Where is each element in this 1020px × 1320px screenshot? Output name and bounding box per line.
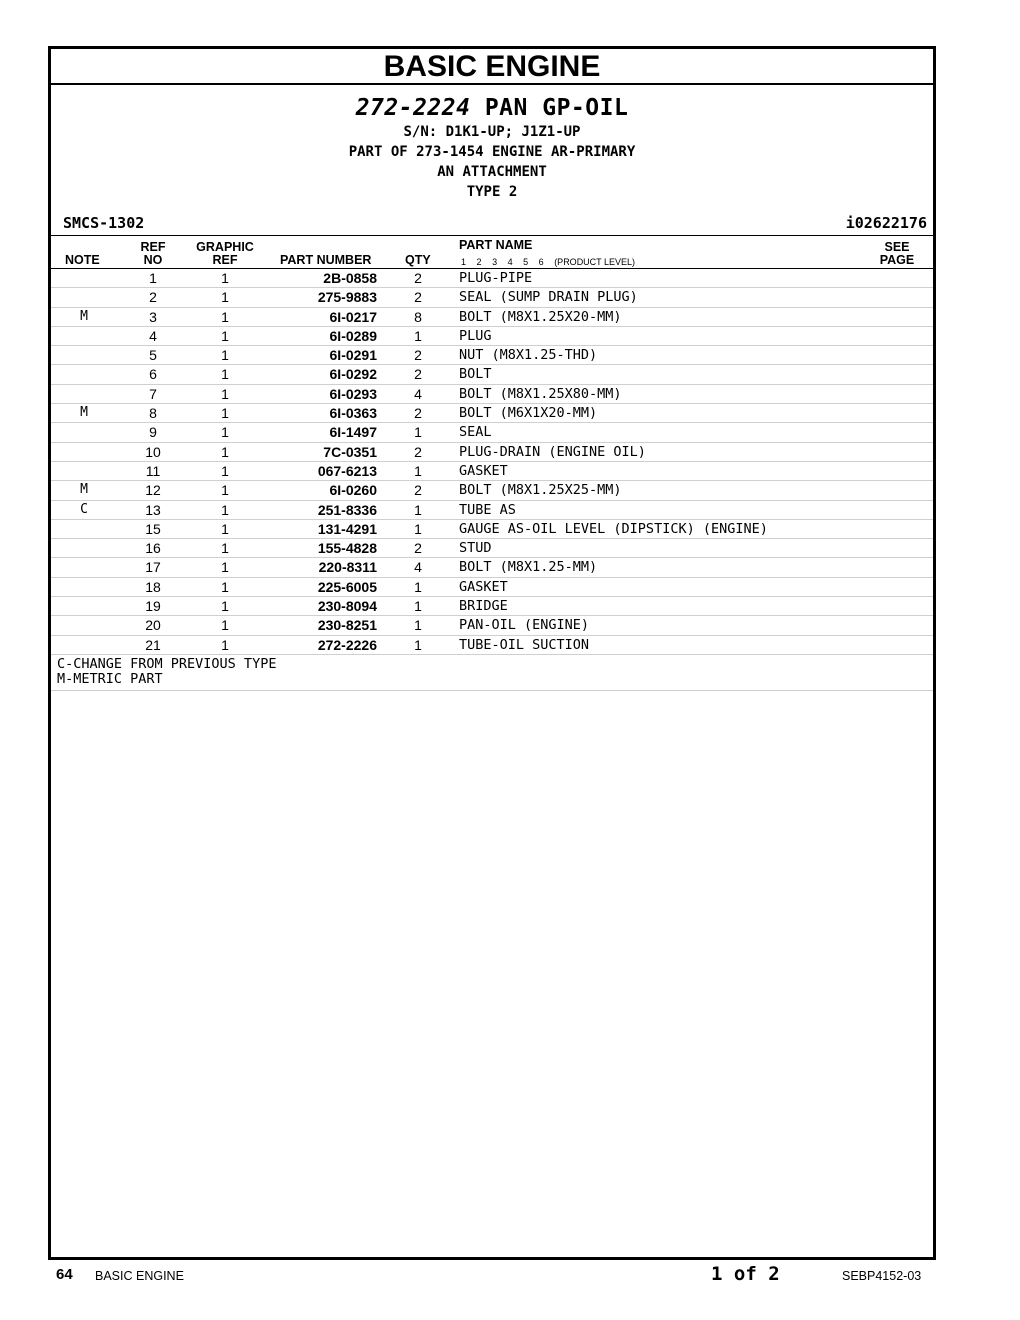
cell-graphic-ref: 1 [221, 289, 229, 306]
group-title [51, 85, 933, 122]
footer-section: BASIC ENGINE [95, 1269, 184, 1283]
cell-ref-no: 3 [149, 308, 157, 325]
cell-ref-no: 5 [149, 347, 157, 364]
cell-qty: 1 [414, 636, 422, 653]
cell-note: M [80, 482, 88, 498]
cell-part-number: 6I-0289 [329, 327, 377, 344]
table-row [51, 423, 933, 442]
cell-part-number: 6I-0293 [329, 385, 377, 402]
cell-note: C [80, 501, 88, 517]
group-header [51, 85, 933, 236]
cell-part-name: SEAL (SUMP DRAIN PLUG) [459, 289, 638, 306]
table-row [51, 327, 933, 346]
cell-graphic-ref: 1 [221, 540, 229, 557]
cell-ref-no: 21 [145, 636, 161, 653]
attachment-line: AN ATTACHMENT [437, 164, 547, 180]
cell-part-name: GASKET [459, 462, 508, 479]
cell-part-number: 131-4291 [317, 520, 377, 537]
cell-ref-no: 1 [149, 270, 157, 286]
level-6: 6 [538, 257, 544, 267]
col-ref-no [135, 241, 171, 267]
table-row [51, 443, 933, 462]
type-line: TYPE 2 [466, 184, 518, 200]
cell-part-name: BOLT (M6X1X20-MM) [459, 405, 598, 422]
illustration-id: i02622176 [845, 214, 927, 232]
cell-graphic-ref: 1 [221, 559, 229, 576]
cell-part-name: BOLT (M8X1.25X80-MM) [459, 385, 622, 402]
cell-part-number: 220-8311 [318, 559, 377, 576]
cell-ref-no: 19 [145, 598, 161, 615]
cell-part-name: PLUG-DRAIN (ENGINE OIL) [459, 443, 646, 460]
product-level-label: (PRODUCT LEVEL) [554, 257, 636, 267]
table-row [51, 501, 933, 520]
cell-qty: 8 [414, 308, 422, 325]
cell-part-name: SEAL [459, 424, 492, 441]
table-row [51, 288, 933, 307]
cell-ref-no: 13 [145, 501, 161, 518]
part-of-line: PART OF 273-1454 ENGINE AR-PRIMARY [348, 144, 636, 160]
cell-ref-no: 4 [149, 327, 157, 344]
cell-graphic-ref: 1 [221, 462, 229, 479]
col-see-bottom: PAGE [879, 253, 915, 267]
cell-graphic-ref: 1 [221, 385, 229, 402]
table-row [51, 308, 933, 327]
group-name: PAN GP-OIL [484, 95, 629, 121]
cell-qty: 1 [414, 501, 422, 518]
table-row [51, 481, 933, 500]
note-change: C-CHANGE FROM PREVIOUS TYPE [57, 655, 277, 672]
cell-qty: 2 [414, 270, 422, 286]
cell-part-number: 6I-1497 [329, 424, 377, 441]
page-of: 1 of 2 [711, 1263, 780, 1285]
cell-ref-no: 6 [149, 366, 157, 383]
level-2: 2 [476, 257, 482, 267]
cell-part-number: 225-6005 [317, 578, 377, 595]
level-1: 1 [461, 257, 467, 267]
table-row [51, 520, 933, 539]
col-ref-bottom: NO [143, 253, 163, 267]
col-ref-top: REF [140, 240, 166, 254]
document-id: SEBP4152-03 [842, 1269, 922, 1283]
notes-legend [51, 655, 933, 691]
cell-graphic-ref: 1 [221, 636, 229, 653]
cell-graphic-ref: 1 [221, 501, 229, 518]
cell-part-number: 7C-0351 [323, 443, 377, 460]
cell-part-name: STUD [459, 540, 492, 557]
note-metric: M-METRIC PART [57, 670, 163, 687]
cell-part-name: TUBE AS [459, 501, 516, 518]
cell-graphic-ref: 1 [221, 405, 229, 422]
page-number: 64 [56, 1266, 73, 1283]
cell-graphic-ref: 1 [221, 617, 229, 634]
cell-qty: 2 [414, 482, 422, 499]
cell-qty: 1 [414, 327, 422, 344]
cell-qty: 2 [414, 366, 422, 383]
cell-graphic-ref: 1 [221, 366, 229, 383]
level-3: 3 [492, 257, 498, 267]
section-title: BASIC ENGINE [51, 49, 933, 85]
cell-qty: 1 [414, 578, 422, 595]
cell-part-name: PLUG [459, 327, 492, 344]
cell-part-name: BOLT (M8X1.25-MM) [459, 559, 598, 576]
cell-ref-no: 17 [145, 559, 161, 576]
table-row [51, 269, 933, 288]
cell-ref-no: 2 [149, 289, 157, 306]
col-part-number: PART NUMBER [280, 253, 372, 267]
col-graphic-ref [191, 241, 259, 267]
cell-ref-no: 10 [145, 443, 161, 460]
col-qty: QTY [405, 253, 431, 267]
table-row [51, 404, 933, 423]
table-row [51, 578, 933, 597]
cell-qty: 4 [414, 559, 422, 576]
cell-part-number: 230-8094 [317, 598, 377, 615]
cell-part-name: BOLT (M8X1.25X25-MM) [459, 482, 622, 499]
table-row [51, 365, 933, 384]
table-row [51, 462, 933, 481]
cell-part-name: NUT (M8X1.25-THD) [459, 347, 598, 364]
cell-part-number: 251-8336 [317, 501, 377, 518]
level-4: 4 [507, 257, 513, 267]
cell-qty: 2 [414, 289, 422, 306]
cell-qty: 1 [414, 617, 422, 634]
cell-part-number: 6I-0291 [329, 347, 377, 364]
cell-graphic-ref: 1 [221, 578, 229, 595]
cell-part-name: GAUGE AS-OIL LEVEL (DIPSTICK) (ENGINE) [459, 520, 768, 537]
cell-ref-no: 12 [145, 482, 161, 499]
cell-ref-no: 20 [145, 617, 161, 634]
cell-qty: 2 [414, 540, 422, 557]
level-5: 5 [523, 257, 529, 267]
cell-qty: 1 [414, 520, 422, 537]
cell-qty: 1 [414, 424, 422, 441]
cell-part-number: 6I-0292 [329, 366, 377, 383]
table-row [51, 558, 933, 577]
cell-part-name: PLUG-PIPE [459, 270, 533, 286]
cell-ref-no: 15 [145, 520, 161, 537]
cell-part-number: 275-9883 [317, 289, 377, 306]
cell-graphic-ref: 1 [221, 347, 229, 364]
cell-part-number: 230-8251 [317, 617, 377, 634]
cell-part-number: 155-4828 [317, 540, 377, 557]
cell-qty: 4 [414, 385, 422, 402]
table-row [51, 539, 933, 558]
cell-part-name: GASKET [459, 578, 508, 595]
cell-qty: 1 [414, 598, 422, 615]
cell-qty: 1 [414, 462, 422, 479]
serial-range: S/N: D1K1-UP; J1Z1-UP [403, 124, 581, 140]
cell-part-name: BRIDGE [459, 598, 508, 615]
cell-graphic-ref: 1 [221, 598, 229, 615]
col-graphic-bottom: REF [212, 253, 238, 267]
table-row [51, 385, 933, 404]
cell-ref-no: 8 [149, 405, 157, 422]
cell-ref-no: 9 [149, 424, 157, 441]
cell-part-number: 067-6213 [317, 462, 377, 479]
col-product-levels [461, 256, 643, 269]
cell-graphic-ref: 1 [221, 424, 229, 441]
cell-graphic-ref: 1 [221, 482, 229, 499]
cell-qty: 2 [414, 443, 422, 460]
parts-page-frame [48, 46, 936, 1260]
table-row [51, 616, 933, 635]
cell-part-name: TUBE-OIL SUCTION [459, 636, 590, 653]
table-row [51, 636, 933, 655]
cell-ref-no: 11 [145, 462, 161, 479]
cell-part-number: 6I-0217 [329, 308, 377, 325]
cell-ref-no: 7 [149, 385, 157, 402]
cell-ref-no: 18 [145, 578, 161, 595]
cell-part-name: BOLT (M8X1.25X20-MM) [459, 308, 622, 325]
cell-part-name: BOLT [459, 366, 492, 383]
col-see-page [877, 241, 917, 267]
smcs-code: SMCS-1302 [63, 214, 145, 232]
cell-ref-no: 16 [145, 540, 161, 557]
cell-graphic-ref: 1 [221, 443, 229, 460]
cell-note: M [80, 405, 88, 421]
col-graphic-top: GRAPHIC [196, 240, 254, 254]
cell-qty: 2 [414, 405, 422, 422]
cell-graphic-ref: 1 [221, 520, 229, 537]
group-number: 272-2224 [355, 95, 471, 121]
col-part-name: PART NAME [459, 238, 533, 252]
col-note: NOTE [65, 253, 100, 267]
cell-part-name: PAN-OIL (ENGINE) [459, 617, 590, 634]
table-row [51, 597, 933, 616]
column-header [51, 236, 933, 269]
col-see-top: SEE [884, 240, 910, 254]
cell-part-number: 2B-0858 [323, 270, 377, 286]
cell-note: M [80, 308, 88, 324]
cell-part-number: 6I-0260 [329, 482, 377, 499]
cell-part-number: 272-2226 [317, 636, 377, 653]
cell-graphic-ref: 1 [221, 270, 229, 286]
cell-graphic-ref: 1 [221, 308, 229, 325]
cell-part-number: 6I-0363 [329, 405, 377, 422]
cell-graphic-ref: 1 [221, 327, 229, 344]
parts-table-body [51, 269, 933, 655]
table-row [51, 346, 933, 365]
cell-qty: 2 [414, 347, 422, 364]
